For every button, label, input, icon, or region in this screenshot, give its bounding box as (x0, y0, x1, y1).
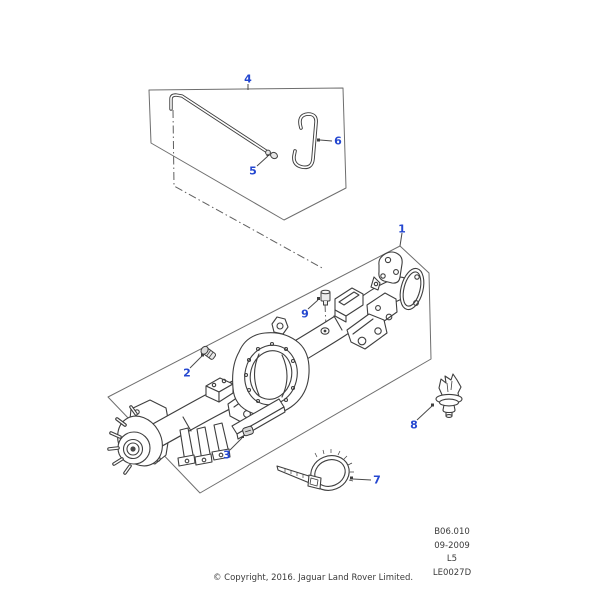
centerline (173, 110, 326, 327)
callout-3[interactable]: 3 (223, 448, 231, 462)
bolt-drawing (200, 345, 217, 361)
reference-line-date: 09-2009 (434, 540, 470, 551)
callout-6[interactable]: 6 (334, 134, 342, 148)
callout-8[interactable]: 8 (410, 418, 418, 432)
pipe-group-box (149, 88, 346, 220)
breather-hose-drawing (294, 114, 316, 167)
breather-valve-drawing (436, 374, 462, 417)
reference-block (433, 526, 471, 580)
reference-line-figure: B06.010 (434, 527, 470, 537)
copyright-text: © Copyright, 2016. Jaguar Land Rover Limited. (212, 573, 414, 583)
reference-line-drawing: LE0027D (432, 567, 472, 578)
pipe-connector-drawing (266, 150, 279, 160)
callout-5[interactable]: 5 (249, 164, 257, 178)
callout-2[interactable]: 2 (183, 366, 191, 380)
axle-assembly-drawing (109, 252, 428, 474)
reference-line-code: L5 (446, 554, 458, 564)
vent-fitting-drawing (321, 290, 330, 305)
callout-4[interactable]: 4 (244, 72, 252, 86)
callout-1[interactable]: 1 (398, 222, 406, 236)
breather-pipe-drawing (171, 95, 266, 151)
cable-tie-drawing (277, 449, 354, 496)
callout-9[interactable]: 9 (301, 307, 309, 321)
callout-7[interactable]: 7 (373, 473, 381, 487)
